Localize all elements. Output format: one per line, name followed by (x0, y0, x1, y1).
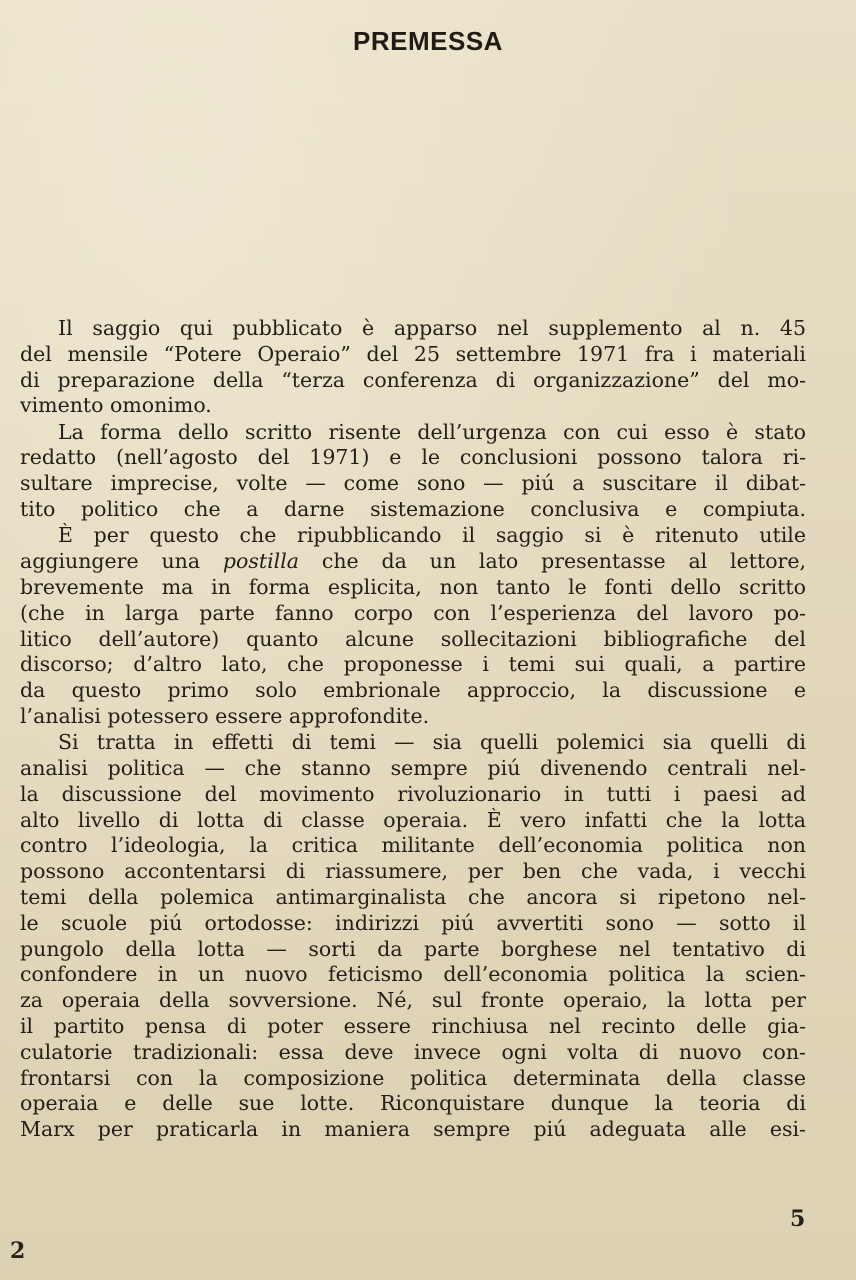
text-line: confondere in un nuovo feticismo dell’economia politica la scien- (20, 962, 806, 987)
text-line: La forma dello scritto risente dell’urgenza con cui esso è stato (58, 419, 806, 444)
text-line: temi della polemica antimarginalista che ancora si ripetono nel- (20, 885, 806, 910)
text-line: il partito pensa di poter essere rinchiusa nel recinto delle gia- (20, 1014, 806, 1039)
text-line: (che in larga parte fanno corpo con l’esperienza del lavoro po- (20, 600, 806, 625)
text-line: Si tratta in effetti di temi — sia quelli polemici sia quelli di (58, 730, 806, 755)
text-line: l’analisi potessero essere approfondite. (20, 703, 430, 728)
text-line: Marx per praticarla in maniera sempre piú adeguata alle esi- (20, 1117, 806, 1142)
margin-mark: 2 (10, 1238, 26, 1264)
text-line: litico dell’autore) quanto alcune sollecitazioni bibliografiche del (20, 626, 806, 651)
text-line: analisi politica — che stanno sempre piú divenendo centrali nel- (20, 756, 806, 781)
text-line: le scuole piú ortodosse: indirizzi piú avvertiti sono — sotto il (20, 910, 806, 935)
text-line: discorso; d’altro lato, che proponesse i temi sui quali, a partire (20, 652, 806, 677)
text-line: vimento omonimo. (20, 393, 212, 418)
italic-word: postilla (222, 549, 300, 574)
text-line: za operaia della sovversione. Né, sul fronte operaio, la lotta per (20, 988, 806, 1013)
text-line: È per questo che ripubblicando il saggio si è ritenuto utile (58, 523, 806, 548)
text-line: alto livello di lotta di classe operaia. È vero infatti che la lotta (20, 807, 806, 832)
text-line: di preparazione della “terza conferenza di organizzazione” del mo- (20, 367, 806, 392)
text-line: del mensile “Potere Operaio” del 25 settembre 1971 fra i materiali (20, 341, 806, 366)
text-line: pungolo della lotta — sorti da parte borghese nel tentativo di (20, 936, 806, 961)
text-line: da questo primo solo embrionale approccio, la discussione e (20, 678, 806, 703)
text-line: aggiungere una postilla che da un lato presentasse al lettore, (20, 549, 806, 574)
text-line: sultare imprecise, volte — come sono — piú a suscitare il dibat- (20, 471, 806, 496)
paragraph (20, 316, 806, 419)
text-line: brevemente ma in forma esplicita, non tanto le fonti dello scritto (20, 574, 806, 599)
text-line: la discussione del movimento rivoluzionario in tutti i paesi ad (20, 781, 806, 806)
paragraph (20, 730, 806, 1143)
text-line: redatto (nell’agosto del 1971) e le conclusioni possono talora ri- (20, 445, 806, 470)
paragraph (20, 420, 806, 523)
page-number: 5 (790, 1206, 806, 1232)
text-line: possono accontentarsi di riassumere, per ben che vada, i vecchi (20, 859, 806, 884)
text-line: culatorie tradizionali: essa deve invece ogni volta di nuovo con- (20, 1039, 806, 1064)
text-line: Il saggio qui pubblicato è apparso nel supplemento al n. 45 (58, 316, 806, 340)
body-text (20, 316, 806, 1144)
text-line: contro l’ideologia, la critica militante dell’economia politica non (20, 833, 806, 858)
text-line: frontarsi con la composizione politica determinata della classe (20, 1065, 806, 1090)
page-title: PREMESSA (353, 26, 503, 56)
text-line: operaia e delle sue lotte. Riconquistare dunque la teoria di (20, 1091, 806, 1116)
text-line: tito politico che a darne sistemazione conclusiva e compiuta. (20, 497, 806, 522)
paragraph (20, 523, 806, 729)
